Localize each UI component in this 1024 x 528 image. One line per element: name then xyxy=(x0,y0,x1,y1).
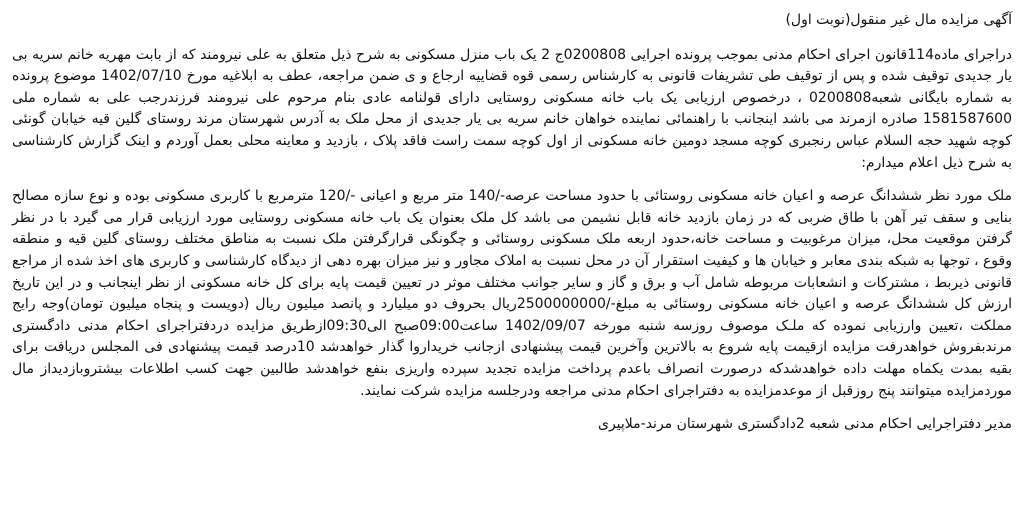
notice-paragraph-intro: دراجرای ماده114قانون اجرای احکام مدنی بموجب پرونده اجرایی 0200808ج 2 یک باب منزل مسکونی به شرح ذیل متعلق به علی نیرومند که از بابت مهریه خانم سریه بی یار جدیدی توقیف شده و پس از توقیف طی تشریفات قانونی به کارشناس رسمی قوه قضاییه ارجاع و ی ضمن مراجعه، عطف به ابلاغیه مورخ 1402/07/10 موضوع پرونده به شماره بایگانی شعبه0200808 ، درخصوص ارزیابی یک باب خانه مسکونی روستایی دارای قولنامه عادی بنام مرحوم علی نیرومند فرزندرجب علی به شماره ملی 1581587600 صادره ازمرند می باشد اینجانب با راهنمائی نماینده خواهان خانم سریه بی یار جدیدی از محل ملک به آدرس شهرستان مرند روستای گلین قیه خیابان گونئی کوچه شهید حجه السلام عباس رنجبری کوچه مسجد دومین خانه مسکونی از اول کوچه سمت راست فاقد پلاک ، بازدید و معاینه محلی بعمل آوردم و اینک گزارش کارشناسی به شرح ذیل اعلام میدارم: xyxy=(12,46,1012,171)
notice-signature: مدیر دفتراجرایی احکام مدنی شعبه 2دادگستری شهرستان مرند-ملاپیری xyxy=(598,416,1012,433)
notice-title: آگهی مزایده مال غیر منقول(نوبت اول) xyxy=(785,12,1012,28)
notice-paragraph-valuation: ملک مورد نظر ششدانگ عرصه و اعیان خانه مسکونی روستائی با حدود مساحت عرصه-/140 متر مربع و اعیانی -/120 مترمربع با کاربری مسکونی بوده و نوع سازه مصالح بنایی و سقف تیر آهن با طاق ضربی که در زمان بازدید خانه قابل نشیمن می باشد کل ملک بعنوان یک باب خانه مسکونی روستایی مورد ارزیابی قرار می گیرد با در نظر گرفتن موقعیت محل، میزان مرغوبیت و مساحت خانه،حدود اربعه ملک مسکونی روستائی و چگونگی قرارگرفتن ملک نسبت به مناطق مختلف روستای گلین قیه و منطقه وقوع ، توجها به شبکه بندی معابر و خیابان ها و کیفیت استقرار آن در محل نسبت به املاک مجاور و نیز میزان بهره دهی از دیدگاه کارشناسی و کاربری های اخذ شده از مراجع قانونی ذیربط ، مشترکات و انشعابات مربوطه شامل آب و برق و گاز و سایر جوانب مختلف موثر در تعیین قیمت پایه برای کل خانه مسکونی از نظر اینجانب و در این تاریخ ارزش کل ششدانگ عرصه و اعیان خانه مسکونی روستائی به مبلغ-/2500000000ریال بحروف دو میلیارد و پانصد میلیون ریال (دویست و پنجاه میلیون تومان)وجه رایج مملکت ،تعیین وارزیابی نموده که ملـک موصوف روزسه شنبه مورخه 1402/09/07 ساعت09:00صبح الی09:30ازطریق مزایده دردفتراجرای احکام مدنی دادگستری مرندبفروش خواهدرفت مزایده ازقیمت پایه شروع به بالاترین وآخرین قیمت پیشنهادی ازجانب خریداروا گذار خواهدشد 10درصد قیمت پیشنهادی فی المجلس دریافت برای بقیه بمدت یکماه مهلت داده خواهدشدکه درصورت انصراف باعدم پرداخت مزایده تجدید سپرده واریزی بنفع خواهدشد طالبین جهت کسب اطلاعات بیشتروبازدیداز مال موردمزایده میتوانند پنج روزقبل از موعدمزایده به دفتراجرای احکام مدنی مراجعه ودرجلسه مزایده شرکت نمایند. xyxy=(12,188,1013,399)
